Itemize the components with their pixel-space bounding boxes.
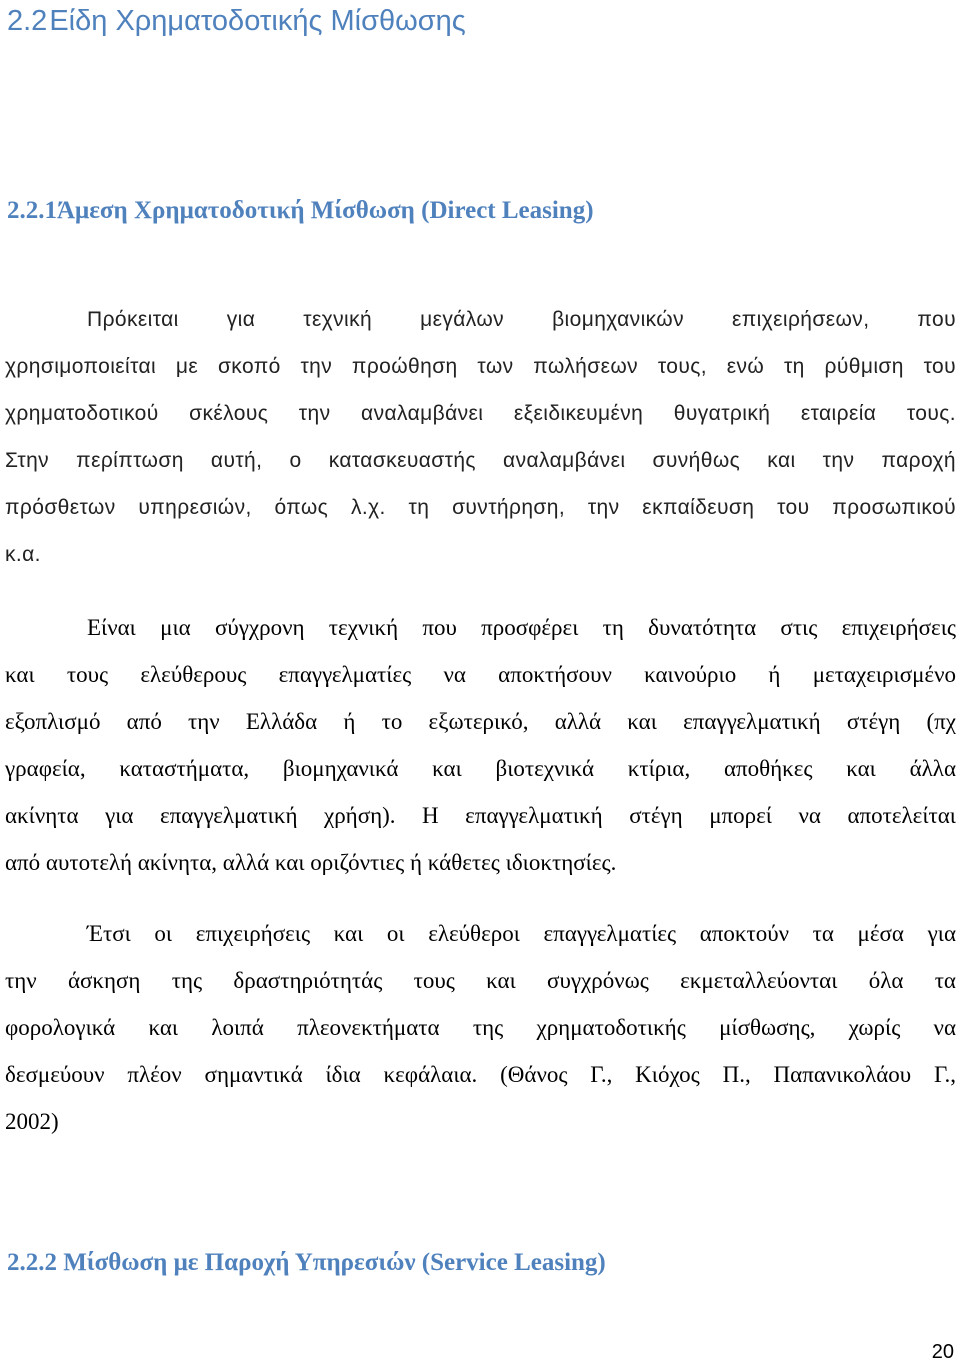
text-line: δεσμεύουν πλέον σημαντικά ίδια κεφάλαια. (Θάνος Γ., Κιόχος Π., Παπανικολάου Γ., [5, 1062, 956, 1087]
text-line: χρηματοδοτικού σκέλους την αναλαμβάνει εξειδικευμένη θυγατρική εταιρεία τους. [5, 402, 956, 425]
text-line: Στην περίπτωση αυτή, ο κατασκευαστής αναλαμβάνει συνήθως και την παροχή [5, 449, 956, 472]
text-line: την άσκηση της δραστηριότητάς τους και συγχρόνως εκμεταλλεύονται όλα τα [5, 968, 956, 993]
text-line: χρησιμοποιείται με σκοπό την προώθηση των πωλήσεων τους, ενώ τη ρύθμιση του [5, 355, 956, 378]
section-title: Είδη Χρηματοδοτικής Μίσθωσης [49, 5, 466, 37]
text-line: και τους ελεύθερους επαγγελματίες να αποκτήσουν καινούριο ή μεταχειρισμένο [5, 662, 956, 687]
text-line: γραφεία, καταστήματα, βιομηχανικά και βιοτεχνικά κτίρια, αποθήκες και άλλα [5, 756, 956, 781]
paragraph-direct-leasing-description [5, 296, 956, 578]
text-line: κ.α. [5, 543, 41, 566]
subsection-heading-service-leasing [7, 1246, 606, 1280]
text-line: ακίνητα για επαγγελματική χρήση). Η επαγγελματική στέγη μπορεί να αποτελείται [5, 803, 956, 828]
page-number: 20 [931, 1341, 954, 1363]
text-line: από αυτοτελή ακίνητα, αλλά και οριζόντιες ή κάθετες ιδιοκτησίες. [5, 850, 617, 875]
subsection-title: Άμεση Χρηματοδοτική Μίσθωση (Direct Leasing) [57, 197, 594, 224]
paragraph-modern-technique [5, 604, 956, 886]
subsection-heading-direct-leasing [7, 194, 594, 228]
text-line: Πρόκειται για τεχνική μεγάλων βιομηχανικών επιχειρήσεων, που [87, 308, 956, 331]
text-line: Είναι μια σύγχρονη τεχνική που προσφέρει τη δυνατότητα στις επιχειρήσεις [87, 615, 956, 640]
text-line: Έτσι οι επιχειρήσεις και οι ελεύθεροι επαγγελματίες αποκτούν τα μέσα για [87, 921, 956, 946]
text-line: φορολογικά και λοιπά πλεονεκτήματα της χρηματοδοτικής μίσθωσης, χωρίς να [5, 1015, 956, 1040]
text-line: εξοπλισμό από την Ελλάδα ή το εξωτερικό, αλλά και επαγγελματική στέγη (πχ [5, 709, 956, 734]
subsection-number: 2.2.2 [7, 1249, 57, 1276]
section-number: 2.2 [7, 5, 48, 37]
subsection-number: 2.2.1 [7, 197, 57, 224]
paragraph-benefits-citation [5, 910, 956, 1145]
text-line: 2002) [5, 1109, 59, 1134]
text-line: πρόσθετων υπηρεσιών, όπως λ.χ. τη συντήρηση, την εκπαίδευση του προσωπικού [5, 496, 956, 519]
subsection-title: Μίσθωση με Παροχή Υπηρεσιών (Service Leasing) [63, 1249, 606, 1276]
section-heading [7, 2, 466, 40]
